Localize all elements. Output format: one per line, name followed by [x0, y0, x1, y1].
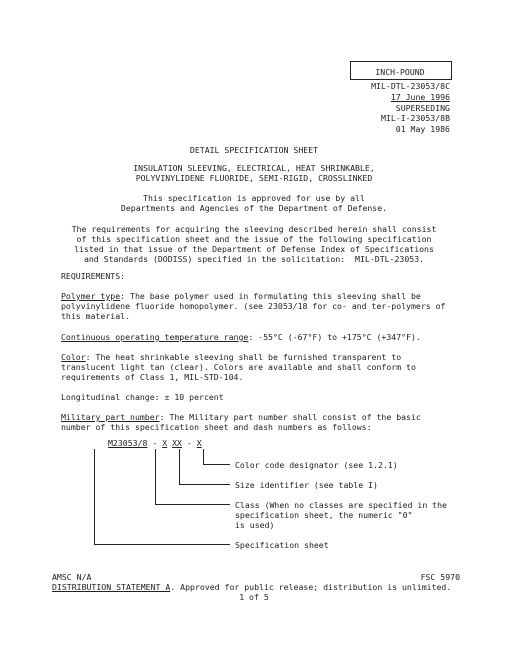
temperature-text: : -55°C (-67°F) to +175°C (+347°F). [248, 332, 421, 342]
document-subtitle-1: INSULATION SLEEVING, ELECTRICAL, HEAT SHRINKABLE, [133, 163, 375, 173]
connector-color-vertical [203, 449, 204, 465]
diagram-color-code: X [196, 438, 202, 448]
doc-type: INCH-POUND [375, 67, 425, 77]
polymer-label: Polymer type [61, 291, 121, 301]
intro-line-4: and Standards (DODISS) specified in the solicitation: MIL-DTL-23053. [83, 254, 425, 264]
connector-spec-horizontal [94, 544, 230, 545]
connector-size-vertical [179, 449, 180, 485]
label-class-2: specification sheet, the numeric "0" [235, 510, 413, 520]
approval-line-2: Departments and Agencies of the Department of Defense. [120, 203, 388, 213]
connector-class-horizontal [155, 504, 230, 505]
label-size-identifier: Size identifier (see table I) [235, 480, 378, 490]
label-class-1: Class (When no classes are specified in the [235, 500, 447, 510]
document-title: DETAIL SPECIFICATION SHEET [189, 145, 319, 155]
footer-fsc: FSC 5970 [420, 572, 460, 582]
requirements-heading: REQUIREMENTS: [61, 271, 126, 281]
polymer-text: : The base polymer used in formulating this sleeving shall be polyvinylidene fluoride homopolymer. (see 23053/18 for co- and ter-polymers of this material. [61, 291, 446, 321]
distribution-text: . Approved for public release; distribution is unlimited. [170, 582, 452, 592]
label-specification-sheet: Specification sheet [235, 540, 329, 550]
footer-distribution [52, 582, 451, 592]
color-label: Color [61, 352, 86, 362]
approval-line-1: This specification is approved for use by all [143, 193, 365, 203]
temperature-paragraph [61, 332, 453, 342]
diagram-sep-1: - [147, 438, 163, 448]
intro-line-1: The requirements for acquiring the sleeving described herein shall consist [71, 224, 437, 234]
temperature-label: Continuous operating temperature range [61, 332, 249, 342]
label-color-code: Color code designator (see 1.2.1) [235, 460, 398, 470]
longitudinal-change: Longitudinal change: ± 10 percent [61, 392, 224, 402]
doc-number: MIL-DTL-23053/8C [371, 81, 450, 91]
footer-amsc: AMSC N/A [52, 572, 92, 582]
page-number: 1 of 5 [239, 592, 269, 602]
intro-line-2: of this specification sheet and the issue of the following specification [76, 234, 432, 244]
diagram-class-code: X [162, 438, 168, 448]
diagram-base: M23053/8 [108, 438, 148, 448]
doc-date: 17 June 1996 [390, 92, 450, 102]
intro-line-3: listed in that issue of the Department of Defense Index of Specifications [74, 244, 434, 254]
part-number-label: Military part number [61, 412, 160, 422]
connector-class-vertical [155, 449, 156, 505]
diagram-size-code: XX [172, 438, 182, 448]
connector-spec-vertical [94, 449, 95, 545]
part-number-diagram [108, 438, 202, 448]
superseded-number: MIL-I-23053/8B [380, 113, 450, 123]
label-class-3: is used) [235, 520, 275, 530]
document-subtitle-2: POLYVINYLIDENE FLUORIDE, SEMI-RIGID, CROSSLINKED [135, 173, 373, 183]
superseding-label: SUPERSEDING [395, 103, 450, 113]
connector-size-horizontal [179, 484, 230, 485]
superseded-date: 01 May 1986 [395, 124, 450, 134]
part-number-text: : The Military part number shall consist of the basic number of this specification sheet and dash numbers as follows: [61, 412, 421, 432]
connector-color-horizontal [203, 464, 230, 465]
color-paragraph [61, 352, 453, 382]
part-number-paragraph [61, 412, 453, 432]
color-text: : The heat shrinkable sleeving shall be furnished transparent to translucent light tan (clear). Colors are available and shall conform to requirements of Class 1, MIL-STD-104. [61, 352, 416, 382]
distribution-label: DISTRIBUTION STATEMENT A [52, 582, 171, 592]
diagram-sep-2: - [181, 438, 197, 448]
polymer-paragraph [61, 291, 453, 321]
